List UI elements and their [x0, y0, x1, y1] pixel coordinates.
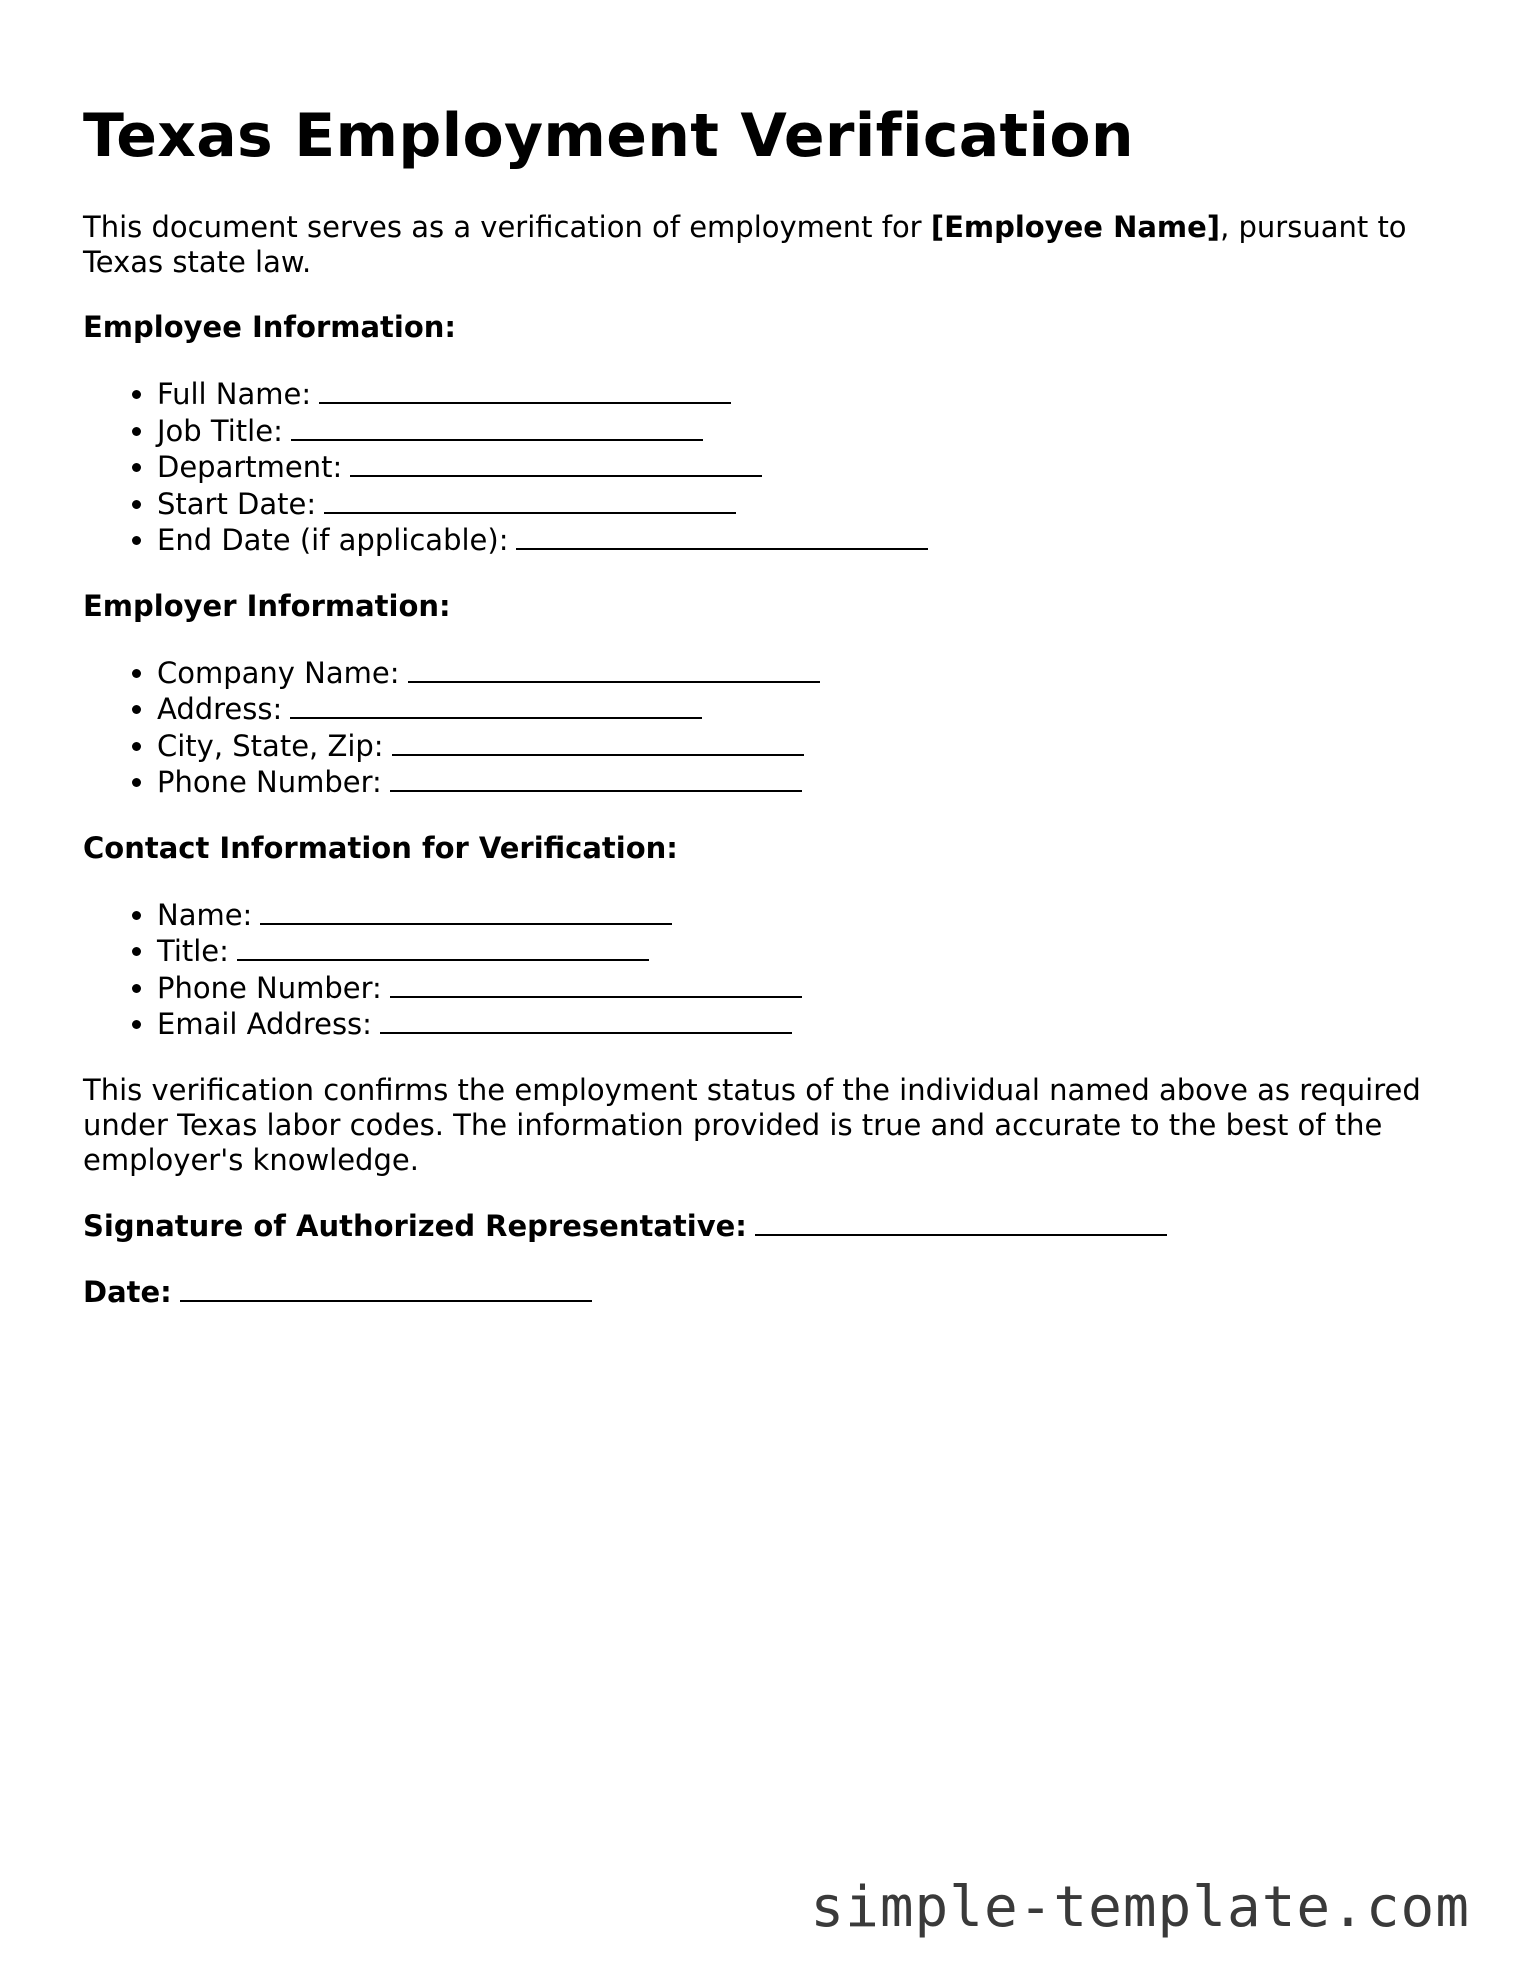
field-contact-email: [157, 1006, 1443, 1043]
job-title-blank[interactable]: [291, 413, 703, 441]
contact-info-list: [83, 897, 1443, 1043]
date-row: [83, 1274, 1443, 1310]
field-label: Phone Number:: [157, 970, 382, 1005]
end-date-blank[interactable]: [516, 522, 928, 550]
field-label: City, State, Zip:: [157, 728, 384, 763]
field-contact-title: [157, 933, 1443, 970]
full-name-blank[interactable]: [319, 376, 731, 404]
contact-phone-blank[interactable]: [390, 970, 802, 998]
document-page: [83, 100, 1443, 1340]
employer-phone-blank[interactable]: [390, 764, 802, 792]
field-label: Job Title:: [157, 413, 283, 448]
field-label: End Date (if applicable):: [157, 523, 509, 557]
field-department: [157, 449, 1443, 486]
signature-label: Signature of Authorized Representative:: [83, 1208, 747, 1243]
city-state-zip-blank[interactable]: [392, 728, 804, 756]
address-blank[interactable]: [290, 691, 702, 719]
field-label: Start Date:: [157, 486, 317, 521]
start-date-blank[interactable]: [324, 486, 736, 514]
field-label: Company Name:: [157, 655, 400, 690]
signature-row: [83, 1208, 1443, 1244]
contact-name-blank[interactable]: [260, 897, 672, 925]
signature-blank[interactable]: [755, 1208, 1167, 1236]
employee-info-list: [83, 376, 1443, 559]
date-label: Date:: [83, 1274, 172, 1309]
field-address: [157, 691, 1443, 728]
field-contact-name: [157, 897, 1443, 934]
intro-text-before: This document serves as a verification of employment for: [83, 210, 931, 244]
field-job-title: [157, 413, 1443, 450]
field-label: Email Address:: [157, 1007, 372, 1041]
field-city-state-zip: [157, 728, 1443, 765]
page-title: Texas Employment Verification: [83, 101, 1134, 171]
field-full-name: [157, 376, 1443, 413]
field-label: Full Name:: [157, 377, 312, 411]
field-label: Department:: [157, 450, 343, 484]
intro-text-after: , pursuant to Texas state law.: [83, 210, 1407, 279]
intro-paragraph: [83, 210, 1443, 280]
contact-info-heading: Contact Information for Verification:: [83, 830, 678, 865]
date-blank[interactable]: [180, 1274, 592, 1302]
employer-info-list: [83, 655, 1443, 801]
department-blank[interactable]: [350, 449, 762, 477]
watermark-text: simple-template.com: [810, 1875, 1470, 1940]
field-company-name: [157, 655, 1443, 692]
closing-paragraph: This verification confirms the employment status of the individual named above as required under Texas labor codes. The information provided is true and accurate to the best of the employer's knowledge.: [83, 1072, 1421, 1177]
field-label: Address:: [157, 692, 283, 726]
field-employer-phone: [157, 764, 1443, 801]
employer-info-heading: Employer Information:: [83, 588, 451, 623]
employee-name-placeholder: [Employee Name]: [930, 210, 1221, 244]
contact-email-blank[interactable]: [380, 1006, 792, 1034]
field-label: Name:: [157, 897, 253, 932]
field-start-date: [157, 486, 1443, 523]
contact-title-blank[interactable]: [237, 933, 649, 961]
field-end-date: [157, 522, 1443, 559]
field-label: Title:: [157, 934, 229, 968]
company-name-blank[interactable]: [408, 655, 820, 683]
employee-info-heading: Employee Information:: [83, 310, 457, 344]
field-contact-phone: [157, 970, 1443, 1007]
field-label: Phone Number:: [157, 765, 382, 799]
